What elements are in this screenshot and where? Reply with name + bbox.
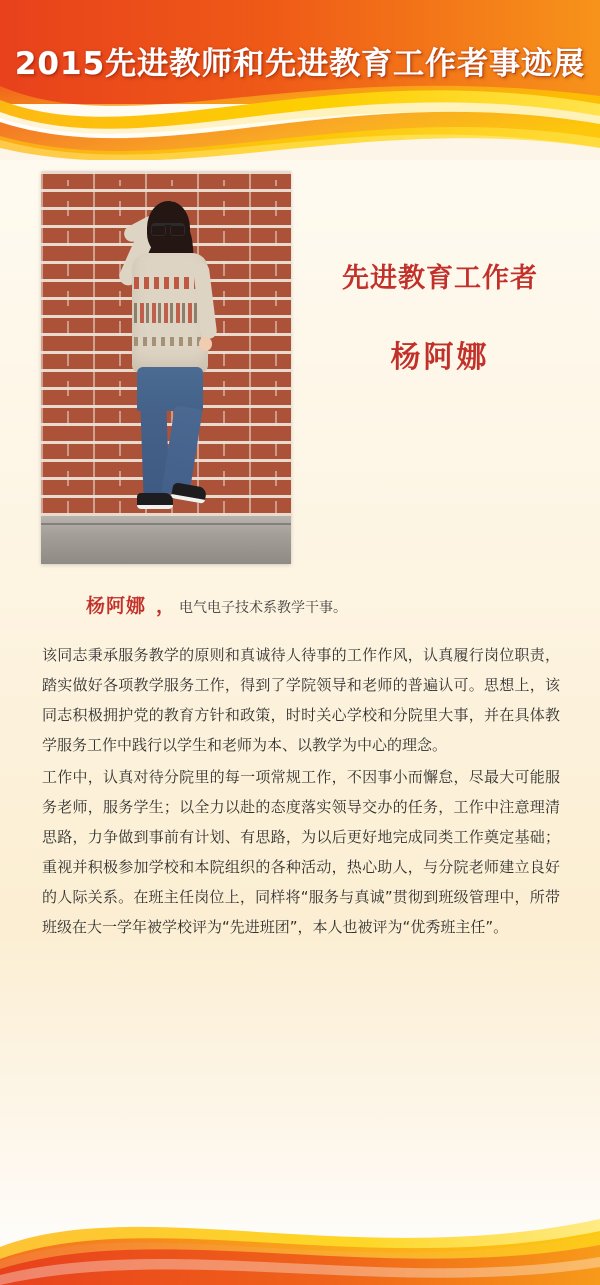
body-paragraph: 工作中，认真对待分院里的每一项常规工作，不因事小而懈怠，尽最大可能服务老师，服务学生；以全力以赴的态度落实领导交办的任务，工作中注意理清思路，力争做到事前有计划、有思路，为以后更好地完成同类工作奠定基础；重视并积极参加学校和本院组织的各种活动，热心助人，与分院老师建立良好的人际关系。在班主任岗位上，同样将“服务与真诚”贯彻到班级管理中，所带班级在大一学年被学校评为“先进班团”，本人也被评为“优秀班主任”。 — [42, 768, 560, 936]
person-name: 杨阿娜 — [390, 340, 490, 375]
header-banner — [0, 0, 600, 160]
portrait-image — [41, 171, 291, 564]
role-title: 先进教育工作者 — [342, 263, 538, 294]
shoe-left — [137, 493, 173, 509]
byline-name: 杨阿娜 — [86, 595, 147, 617]
person-figure — [41, 171, 291, 564]
shoe-right — [171, 482, 207, 504]
sweater-pattern-low — [134, 337, 206, 346]
hand-lowered — [199, 337, 212, 351]
sweater-pattern-mid — [134, 303, 206, 323]
portrait-photo — [41, 171, 291, 564]
body-paragraph: 该同志秉承服务教学的原则和真诚待人待事的工作作风，认真履行岗位职责，踏实做好各项教学服务工作，得到了学院领导和老师的普遍认可。思想上，该同志积极拥护党的教育方针和政策，时时关心学校和分院里大事，并在具体教学服务工作中践行以学生和老师为本、以教学为中心的理念。 — [42, 646, 560, 754]
footer-banner — [0, 1175, 600, 1285]
footer-graphic — [0, 1175, 600, 1285]
byline-separator: ， — [156, 595, 176, 617]
page-title: 2015先进教师和先进教育工作者事迹展 — [14, 46, 586, 82]
byline-role: 电气电子技术系教学干事。 — [179, 600, 348, 616]
byline — [42, 592, 562, 621]
glasses-icon — [151, 223, 185, 234]
body-text — [42, 640, 560, 944]
jeans-hip — [137, 367, 203, 411]
